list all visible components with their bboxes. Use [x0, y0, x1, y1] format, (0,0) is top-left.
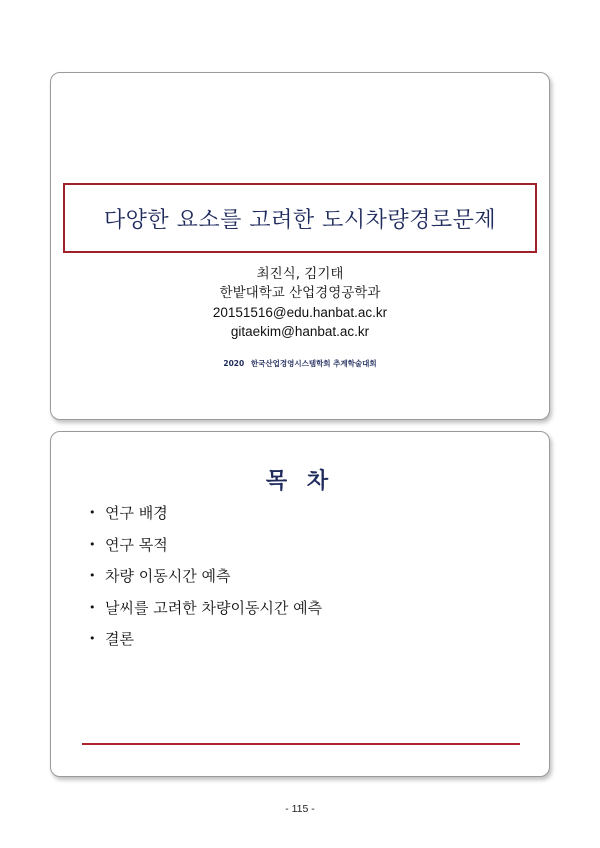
list-item-label: 결론	[105, 630, 134, 649]
list-item	[89, 497, 322, 529]
toc-title: 목 차	[265, 469, 335, 494]
affiliation: 한밭대학교 산업경영공학과	[219, 285, 381, 301]
list-item-label: 연구 배경	[105, 504, 168, 523]
authors: 최진식, 김기태	[256, 266, 344, 282]
email-1: 20151516@edu.hanbat.ac.kr	[212, 305, 388, 320]
conference-name: 한국산업경영시스템학회 추계학술대회	[250, 359, 377, 368]
bullet-icon: •	[89, 600, 96, 614]
list-item-label: 날씨를 고려한 차량이동시간 예측	[105, 598, 323, 617]
email-2: gitaekim@hanbat.ac.kr	[230, 324, 370, 339]
bullet-icon: •	[89, 632, 96, 646]
divider	[82, 743, 520, 745]
conference-label	[51, 358, 549, 369]
toc-list	[89, 497, 322, 655]
list-item	[89, 592, 322, 624]
slide-title: 다양한 요소를 고려한 도시차량경로문제	[103, 207, 497, 233]
list-item-label: 차량 이동시간 예측	[105, 567, 231, 586]
list-item	[89, 560, 322, 592]
list-item	[89, 529, 322, 561]
author-block	[51, 265, 549, 341]
toc-slide	[50, 431, 550, 777]
list-item	[89, 623, 322, 655]
bullet-icon: •	[89, 537, 96, 551]
title-box	[63, 183, 537, 253]
page-number: - 115 -	[285, 803, 315, 815]
conference-year: 2020	[223, 359, 245, 368]
bullet-icon: •	[89, 569, 96, 583]
list-item-label: 연구 목적	[105, 535, 168, 554]
title-slide	[50, 72, 550, 420]
bullet-icon: •	[89, 506, 96, 520]
